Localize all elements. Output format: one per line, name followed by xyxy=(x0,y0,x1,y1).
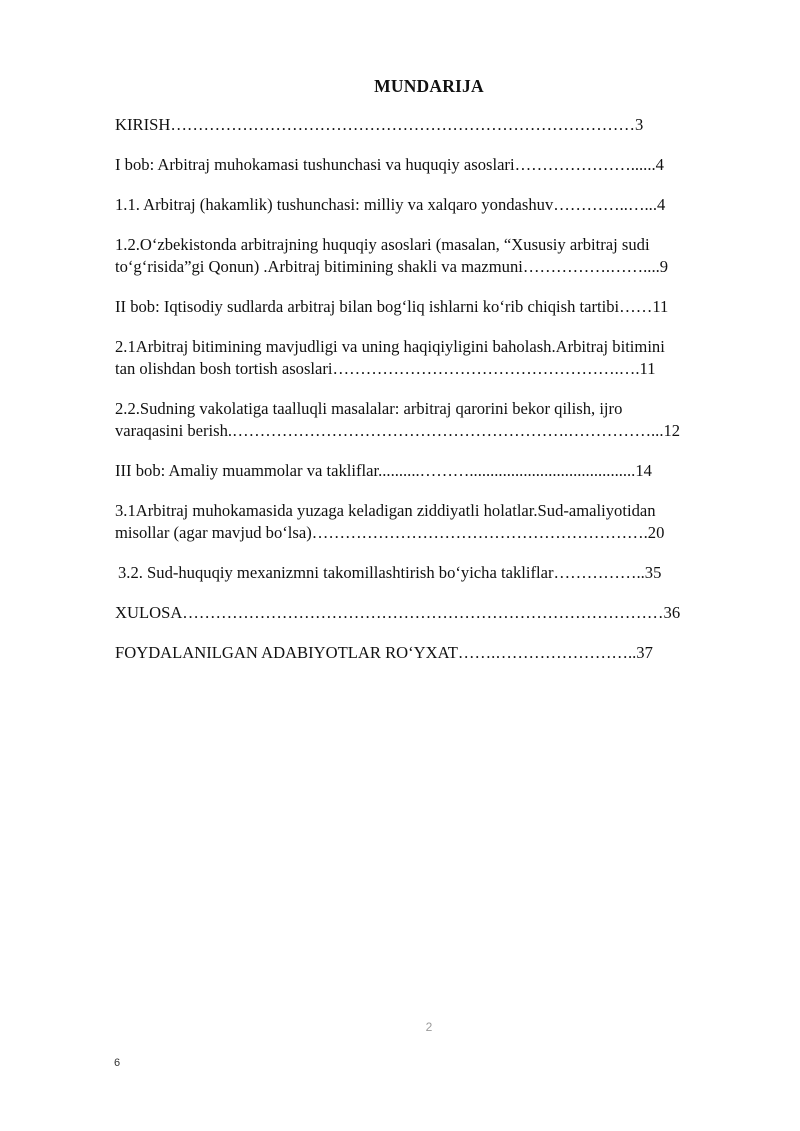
toc-entry-line: KIRISH…………………………………………………………………………3 xyxy=(115,115,644,134)
toc-entry-chapter-1 xyxy=(115,154,745,176)
toc-entry-section-2-1 xyxy=(115,336,745,380)
toc-entry-section-1-1 xyxy=(115,194,745,216)
toc-entry-line: FOYDALANILGAN ADABIYOTLAR ROʻYXAT…….……………………..37 xyxy=(115,643,653,662)
toc-entry-bibliography xyxy=(115,642,745,664)
footnote-mark: 6 xyxy=(114,1057,121,1069)
toc-entry-line: toʻgʻrisida”gi Qonun) .Arbitraj bitimining shakli va mazmuni…………….……....9 xyxy=(115,257,669,276)
toc-entry-section-2-2 xyxy=(115,398,745,442)
toc-entry-line: 3.1Arbitraj muhokamasida yuzaga keladigan ziddiyatli holatlar.Sud-amaliyotidan xyxy=(115,501,656,520)
toc-entry-xulosa xyxy=(115,602,745,624)
page-number: 2 xyxy=(425,1020,433,1034)
toc-entry-section-3-2 xyxy=(115,562,745,584)
toc-entry-line: II bob: Iqtisodiy sudlarda arbitraj bilan bogʻliq ishlarni koʻrib chiqish tartibi……11 xyxy=(115,297,669,316)
toc-entry-chapter-2 xyxy=(115,296,745,318)
toc-entry-line: 1.1. Arbitraj (hakamlik) tushunchasi: milliy va xalqaro yondashuv…………..…...4 xyxy=(115,195,666,214)
toc-entry-line: varaqasini berish.…………………………………………………….……………...12 xyxy=(115,421,681,440)
toc-entry-line: 2.1Arbitraj bitimining mavjudligi va uning haqiqiyligini baholash.Arbitraj bitimini xyxy=(115,337,665,356)
toc-entry-section-3-1 xyxy=(115,500,745,544)
table-of-contents xyxy=(115,114,745,682)
toc-entry-line: tan olishdan bosh tortish asoslari…………………………………………….….11 xyxy=(115,359,656,378)
toc-entry-kirish xyxy=(115,114,745,136)
toc-entry-line: 2.2.Sudning vakolatiga taalluqli masalalar: arbitraj qarorini bekor qilish, ijro xyxy=(115,399,623,418)
toc-entry-line: III bob: Amaliy muammolar va takliflar..........………........................................14 xyxy=(115,461,652,480)
toc-entry-section-1-2 xyxy=(115,234,745,278)
toc-entry-line: misollar (agar mavjud boʻlsa)…………………………………………………….20 xyxy=(115,523,665,542)
page-title: MUNDARIJA xyxy=(374,76,484,96)
toc-entry-line: I bob: Arbitraj muhokamasi tushunchasi va huquqiy asoslari…………………......4 xyxy=(115,155,664,174)
toc-entry-line: 3.2. Sud-huquqiy mexanizmni takomillashtirish boʻyicha takliflar……………..35 xyxy=(118,563,662,582)
toc-entry-line: 1.2.Oʻzbekistonda arbitrajning huquqiy asoslari (masalan, “Xususiy arbitraj sudi xyxy=(115,235,650,254)
toc-entry-line: XULOSA……………………………………………………………………………36 xyxy=(115,603,681,622)
toc-entry-chapter-3 xyxy=(115,460,745,482)
